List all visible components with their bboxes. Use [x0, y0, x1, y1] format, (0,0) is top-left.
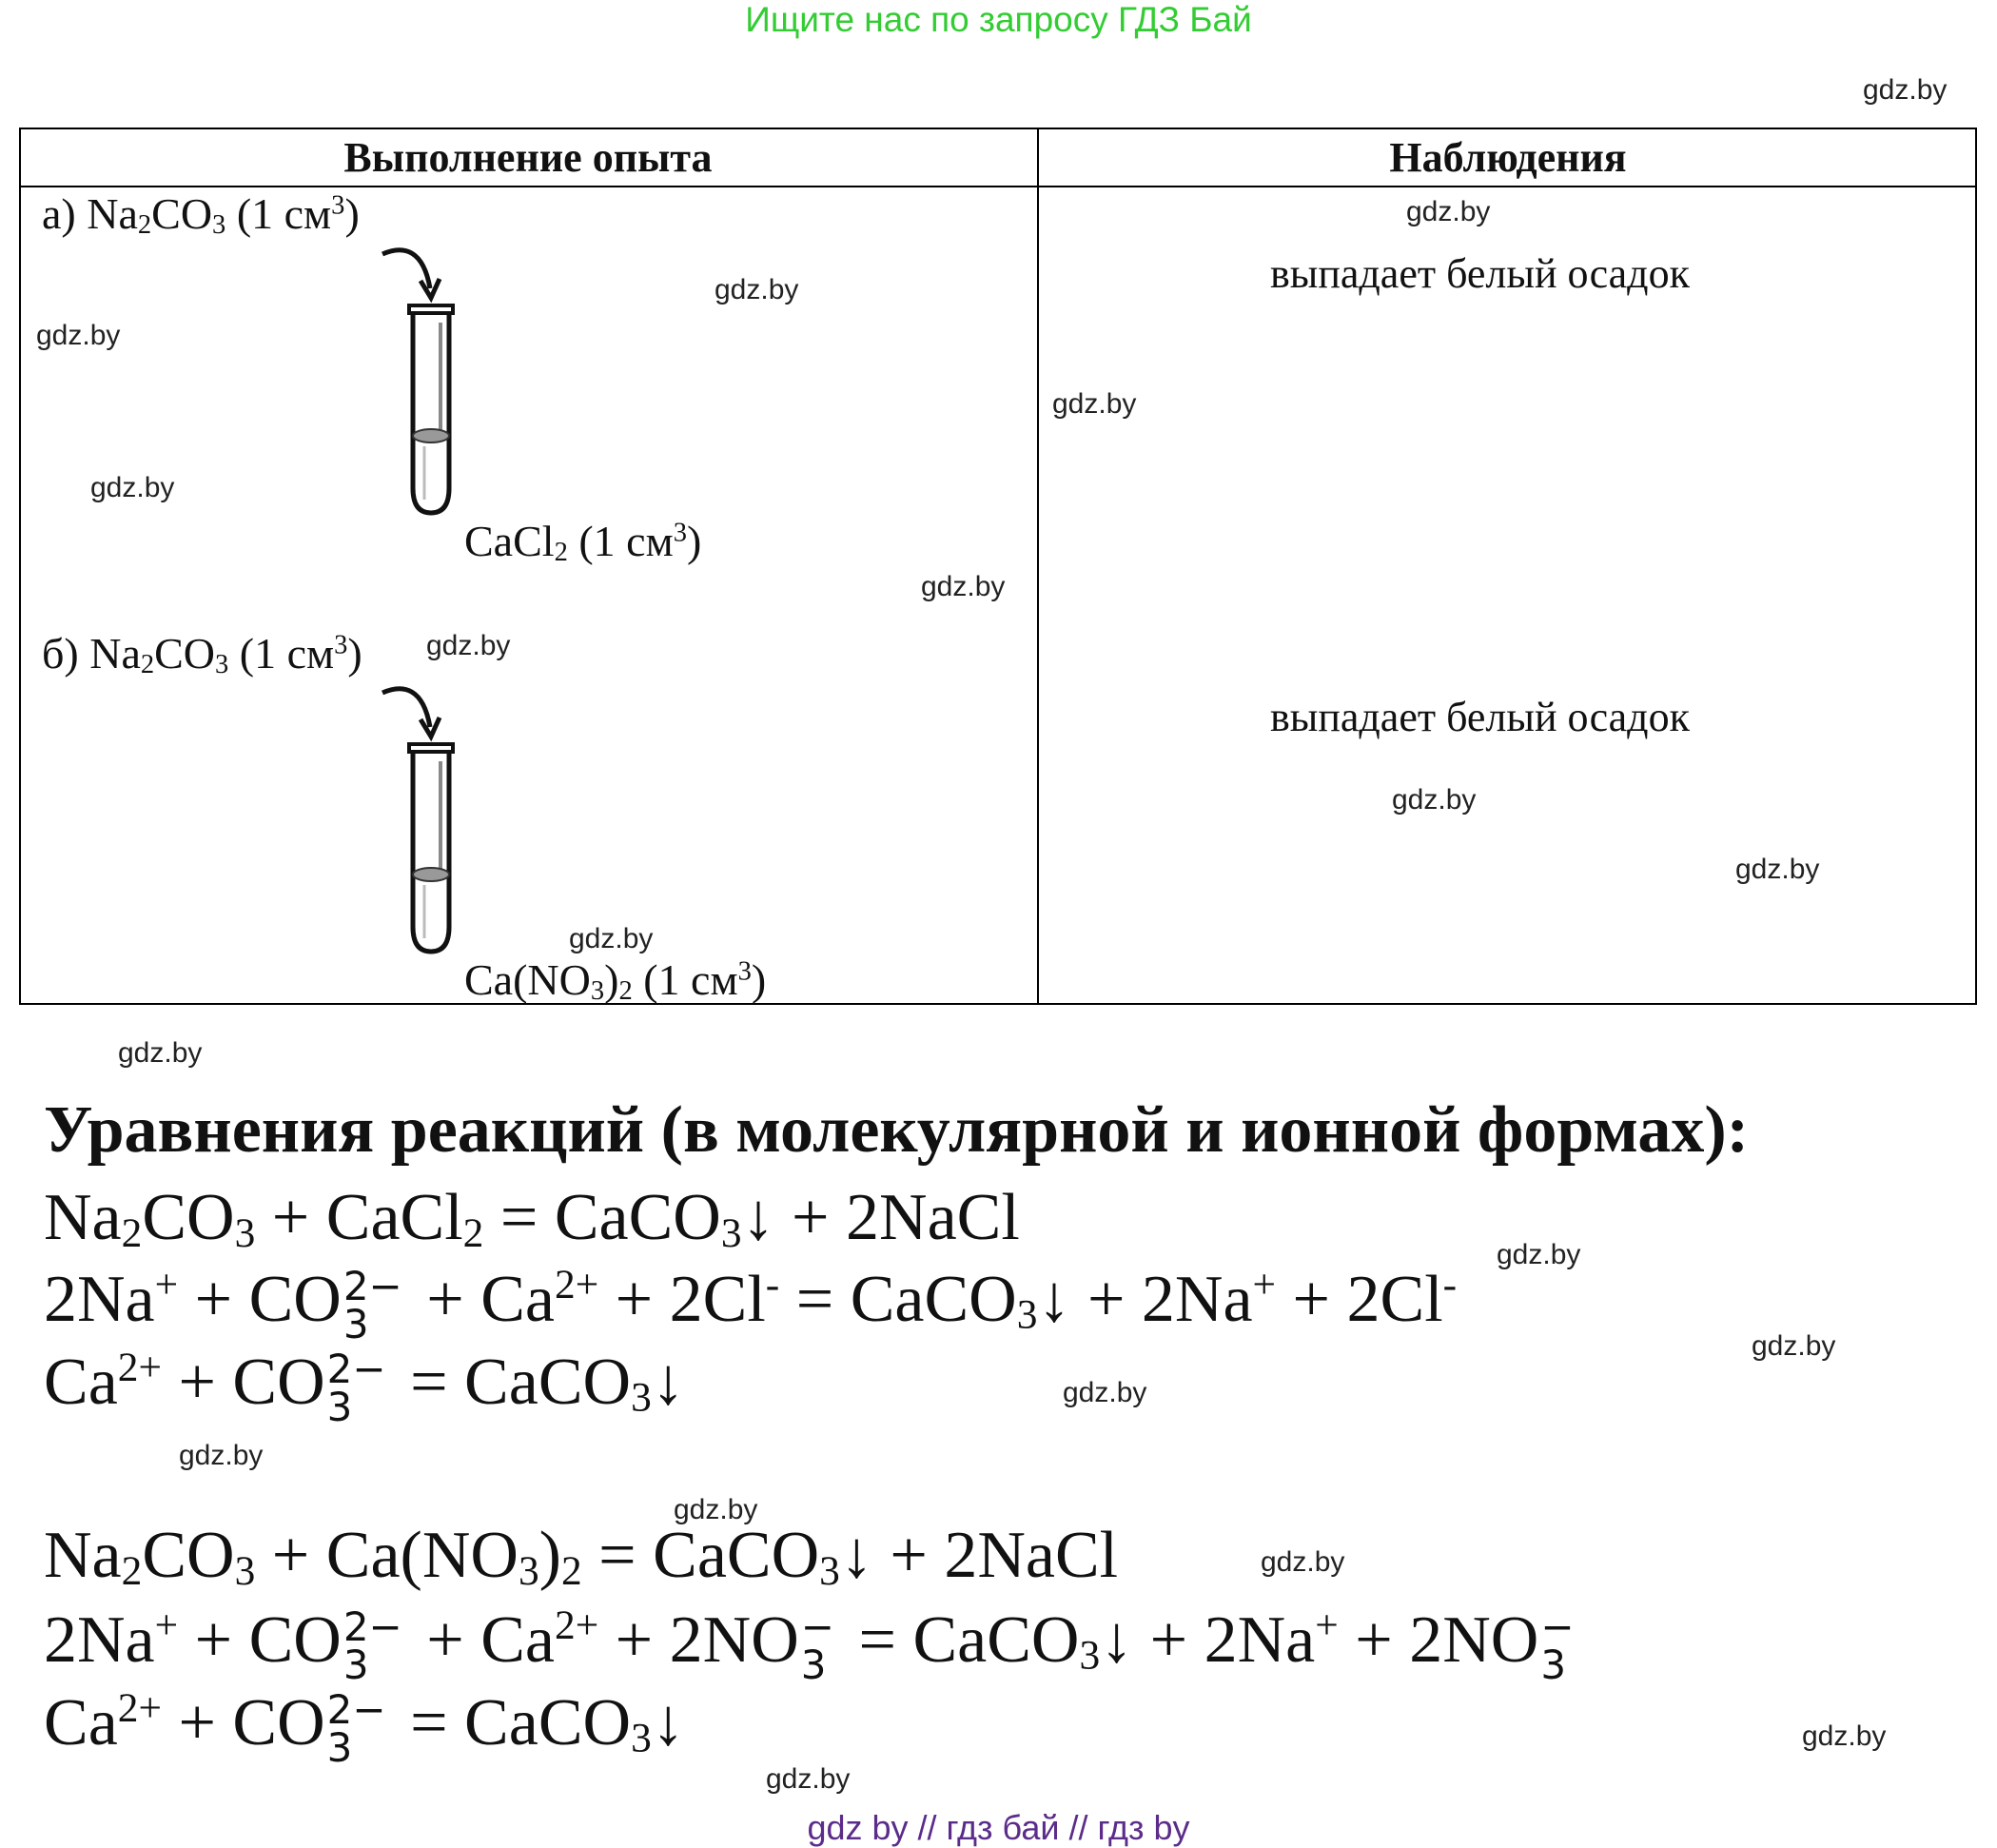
equation-1-full-ionic: 2Na+ + CO 2− 3 + $Ca^{2+} + 2Cl^-$ = CaCO$_3$↓ + 2Na+ + 2Cl- — [44, 1262, 1458, 1347]
equation-1-molecular: $Na_2CO_3$ + CaCl$_2$ = CaCO$_3$↓ + 2NaCl — [44, 1181, 1020, 1256]
watermark: gdz.by — [674, 1494, 758, 1525]
equations-heading: Уравнения реакций (в молекулярной и ионной формах): — [44, 1093, 1750, 1167]
table-column-divider — [1037, 128, 1039, 1005]
watermark: gdz.by — [1752, 1330, 1836, 1362]
watermark: gdz.by — [766, 1763, 851, 1795]
equation-2-full-ionic: 2Na+ + CO 2− 3 + $Ca^{2+} + 2NO$ − 3 = CaCO$_3$↓ + 2Na+ + 2NO − 3 — [44, 1602, 1575, 1688]
site-banner: Ищите нас по запросу ГДЗ Бай — [745, 0, 1252, 39]
watermark: gdz.by — [36, 320, 121, 351]
column-header-experiment: Выполнение опыта — [343, 134, 713, 181]
watermark: gdz.by — [1863, 74, 1948, 106]
test-tube-b-icon — [371, 681, 485, 957]
watermark: gdz.by — [90, 472, 175, 503]
watermark: gdz.by — [1052, 388, 1137, 420]
watermark: gdz.by — [1261, 1546, 1345, 1578]
experiment-a-label: а) $Na_2CO_3$ (1 $см^3$) — [42, 189, 360, 241]
watermark: gdz.by — [1735, 854, 1820, 885]
equation-2-molecular: $Na_2CO_3 + Ca(NO_3)_2$ = CaCO$_3$↓ + 2NaCl — [44, 1519, 1119, 1594]
watermark: gdz.by — [179, 1440, 264, 1471]
watermark: gdz.by — [569, 923, 654, 954]
watermark: gdz.by — [118, 1037, 203, 1069]
experiment-b-reagent: $Ca(NO_3)_2$ (1 $см^3$) — [464, 955, 767, 1007]
watermark: gdz.by — [1063, 1377, 1147, 1408]
observation-a: выпадает белый осадок — [1270, 250, 1690, 297]
watermark: gdz.by — [921, 571, 1006, 602]
equation-2-short-ionic: $Ca^{2+}$ + CO 2− 3 = CaCO$_3$↓ — [44, 1685, 685, 1771]
watermark: gdz.by — [1497, 1239, 1581, 1270]
test-tube-a-icon — [371, 243, 485, 519]
equation-1-short-ionic: $Ca^{2+}$ + CO 2− 3 = CaCO$_3$↓ — [44, 1345, 685, 1430]
experiment-a-reagent: CaCl$_2$ (1 $см^3$) — [464, 517, 702, 568]
footer-links: gdz by // гдз бай // гдз by — [807, 1808, 1190, 1847]
table-header-divider — [19, 186, 1977, 187]
watermark: gdz.by — [1802, 1720, 1887, 1752]
watermark: gdz.by — [1406, 196, 1491, 227]
observation-b: выпадает белый осадок — [1270, 694, 1690, 740]
watermark: gdz.by — [426, 630, 511, 661]
watermark: gdz.by — [715, 274, 799, 305]
watermark: gdz.by — [1392, 784, 1477, 816]
column-header-observations: Наблюдения — [1389, 134, 1627, 181]
experiment-b-label: б) $Na_2CO_3$ (1 $см^3$) — [42, 629, 362, 680]
